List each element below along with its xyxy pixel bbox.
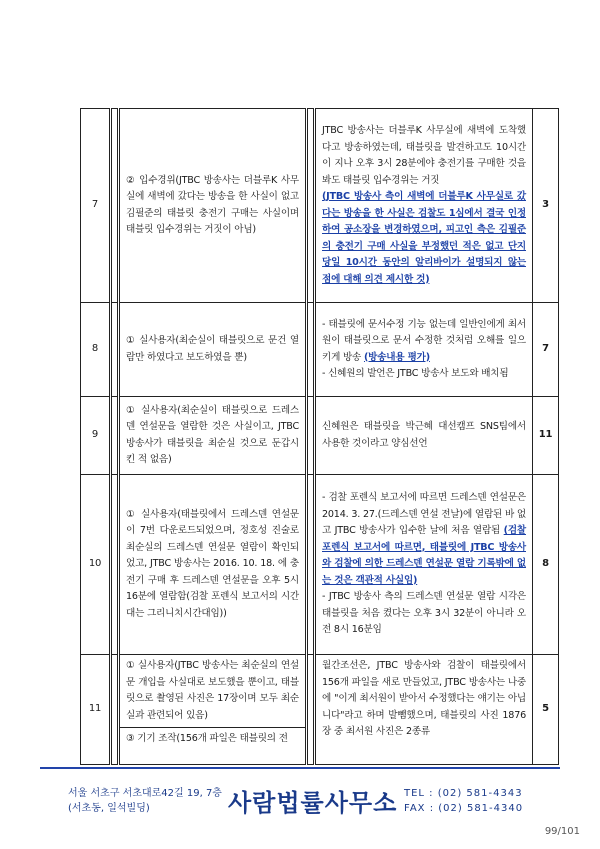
claim-cell: ① 실사용자(최순실이 태블릿으로 문건 열람만 하였다고 보도하였을 뿐)	[119, 303, 307, 397]
claim-cell: ② 입수경위(JTBC 방송사는 더블루K 사무실에 새벽에 갔다는 방송을 한 사실이 없고 김필준의 태블릿 충전기 구매는 사실이며 태블릿 입수경위는 거짓이 아님)	[119, 109, 307, 303]
column-divider	[307, 303, 315, 397]
footer-address: 서울 서초구 서초대로42길 19, 7층 (서초동, 일석빌딩)	[68, 788, 222, 814]
row-number: 8	[81, 303, 111, 397]
column-divider	[111, 475, 119, 655]
column-divider	[307, 655, 315, 765]
row-number: 9	[81, 397, 111, 475]
column-divider	[307, 475, 315, 655]
rebuttal-cell: - 검찰 포렌식 보고서에 따르면 드레스덴 연설문은 2014. 3. 27.(드레스덴 연설 전날)에 열람된 바 없고 JTBC 방송사가 입수한 날에 처음 열람됨 (검찰 포렌식 보고서에 따르면, 태블릿에 JTBC 방송사와 검찰에 의한 드레스덴 연설문 열람 기록밖에 없는 것은 객관적 사실임) - JTBC 방송사 측의 드레스덴 연설문 열람 시각은 태블릿을 처음 켰다는 오후 3시 32분이 아니라 오전 8시 16분임	[315, 475, 533, 655]
column-divider	[307, 109, 315, 303]
column-divider	[111, 397, 119, 475]
firm-logo: 사람법률사무소	[228, 789, 398, 817]
page-reference: 11	[533, 397, 559, 475]
claim-cell: ① 실사용자(최순실이 태블릿으로 드레스덴 연설문을 열람한 것은 사실이고, JTBC 방송사가 태블릿을 최순실 것으로 둔갑시킨 적 없음)	[119, 397, 307, 475]
tel-number: TEL : (02) 581-4343	[404, 788, 523, 799]
claim-cell: ① 실사용자(JTBC 방송사는 최순실의 연설문 개입을 사실대로 보도했을 뿐이고, 태블릿으로 촬영된 사진은 17장이며 모두 최순실과 관련되어 있음) ③ 기기 조작(156개 파일은 태블릿의 전	[119, 655, 307, 765]
footer-contact	[404, 786, 523, 816]
page-reference: 8	[533, 475, 559, 655]
fax-number: FAX : (02) 581-4340	[404, 803, 524, 814]
table-row	[81, 303, 559, 397]
table-row	[81, 475, 559, 655]
rebuttal-cell: 신혜원은 태블릿을 박근혜 대선캠프 SNS팀에서 사용한 것이라고 양심선언	[315, 397, 533, 475]
column-divider	[111, 303, 119, 397]
row-number: 7	[81, 109, 111, 303]
page-number: 99/101	[544, 826, 580, 837]
page-reference: 7	[533, 303, 559, 397]
column-divider	[307, 397, 315, 475]
column-divider	[111, 655, 119, 765]
highlighted-rebuttal: (JTBC 방송사 측이 새벽에 더블루K 사무실로 갔다는 방송을 한 사실은 검찰도 1심에서 결국 인정하여 공소장을 변경하였으며, 피고인 측은 김필준의 충전기 구매 사실을 부정했던 적은 없고 단지 당일 10시간 동안의 알리바이가 설명되지 않는 점에 대해 의견 제시한 것)	[322, 191, 526, 285]
table-row	[81, 109, 559, 303]
row-number: 10	[81, 475, 111, 655]
claim-cell: ① 실사용자(태블릿에서 드레스덴 연설문이 7번 다운로드되었으며, 정호성 진술로 최순실의 드레스덴 연설문 열람이 확인되었고, JTBC 방송사는 2016. 10. 18. 에 충전기 구매 후 드레스덴 연설문을 오후 5시 16분에 열람함(검찰 포렌식 보고서의 시간대는 그리니치시간대임))	[119, 475, 307, 655]
rebuttal-cell: - 태블릿에 문서수정 기능 없는데 일반인에게 최서원이 태블릿으로 문서 수정한 것처럼 오해를 일으키게 방송 (방송내용 평가) - 신혜원의 발언은 JTBC 방송사 보도와 배치됨	[315, 303, 533, 397]
page-reference: 5	[533, 655, 559, 765]
table-row	[81, 397, 559, 475]
row-number: 11	[81, 655, 111, 765]
highlighted-rebuttal: (방송내용 평가)	[363, 351, 430, 363]
page-reference: 3	[533, 109, 559, 303]
comparison-table	[80, 108, 559, 765]
highlighted-rebuttal: (검찰 포렌식 보고서에 따르면, 태블릿에 JTBC 방송사와 검찰에 의한 드레스덴 연설문 열람 기록밖에 없는 것은 객관적 사실임)	[322, 525, 526, 586]
rebuttal-cell: 월간조선은, JTBC 방송사와 검찰이 태블릿에서 156개 파일을 새로 만들었고, JTBC 방송사는 나중에 "이게 최서원이 받아서 수정했다는 얘기는 아닙니다"라고 하며 발뺌했으며, 태블릿의 사진 1876장 중 최서원 사진은 2종류	[315, 655, 533, 765]
column-divider	[111, 109, 119, 303]
rebuttal-cell: JTBC 방송사는 더블루K 사무실에 새벽에 도착했다고 방송하였는데, 태블릿을 발견하고도 10시간이 지나 오후 3시 28분에야 충전기를 구매한 것을 봐도 태블릿 입수경위는 거짓 (JTBC 방송사 측이 새벽에 더블루K 사무실로 갔다는 방송을 한 사실은 검찰도 1심에서 결국 인정하여 공소장을 변경하였으며, 피고인 측은 김필준의 충전기 구매 사실을 부정했던 적은 없고 단지 당일 10시간 동안의 알리바이가 설명되지 않는 점에 대해 의견 제시한 것)	[315, 109, 533, 303]
footer-divider	[40, 767, 560, 769]
table-row	[81, 655, 559, 765]
